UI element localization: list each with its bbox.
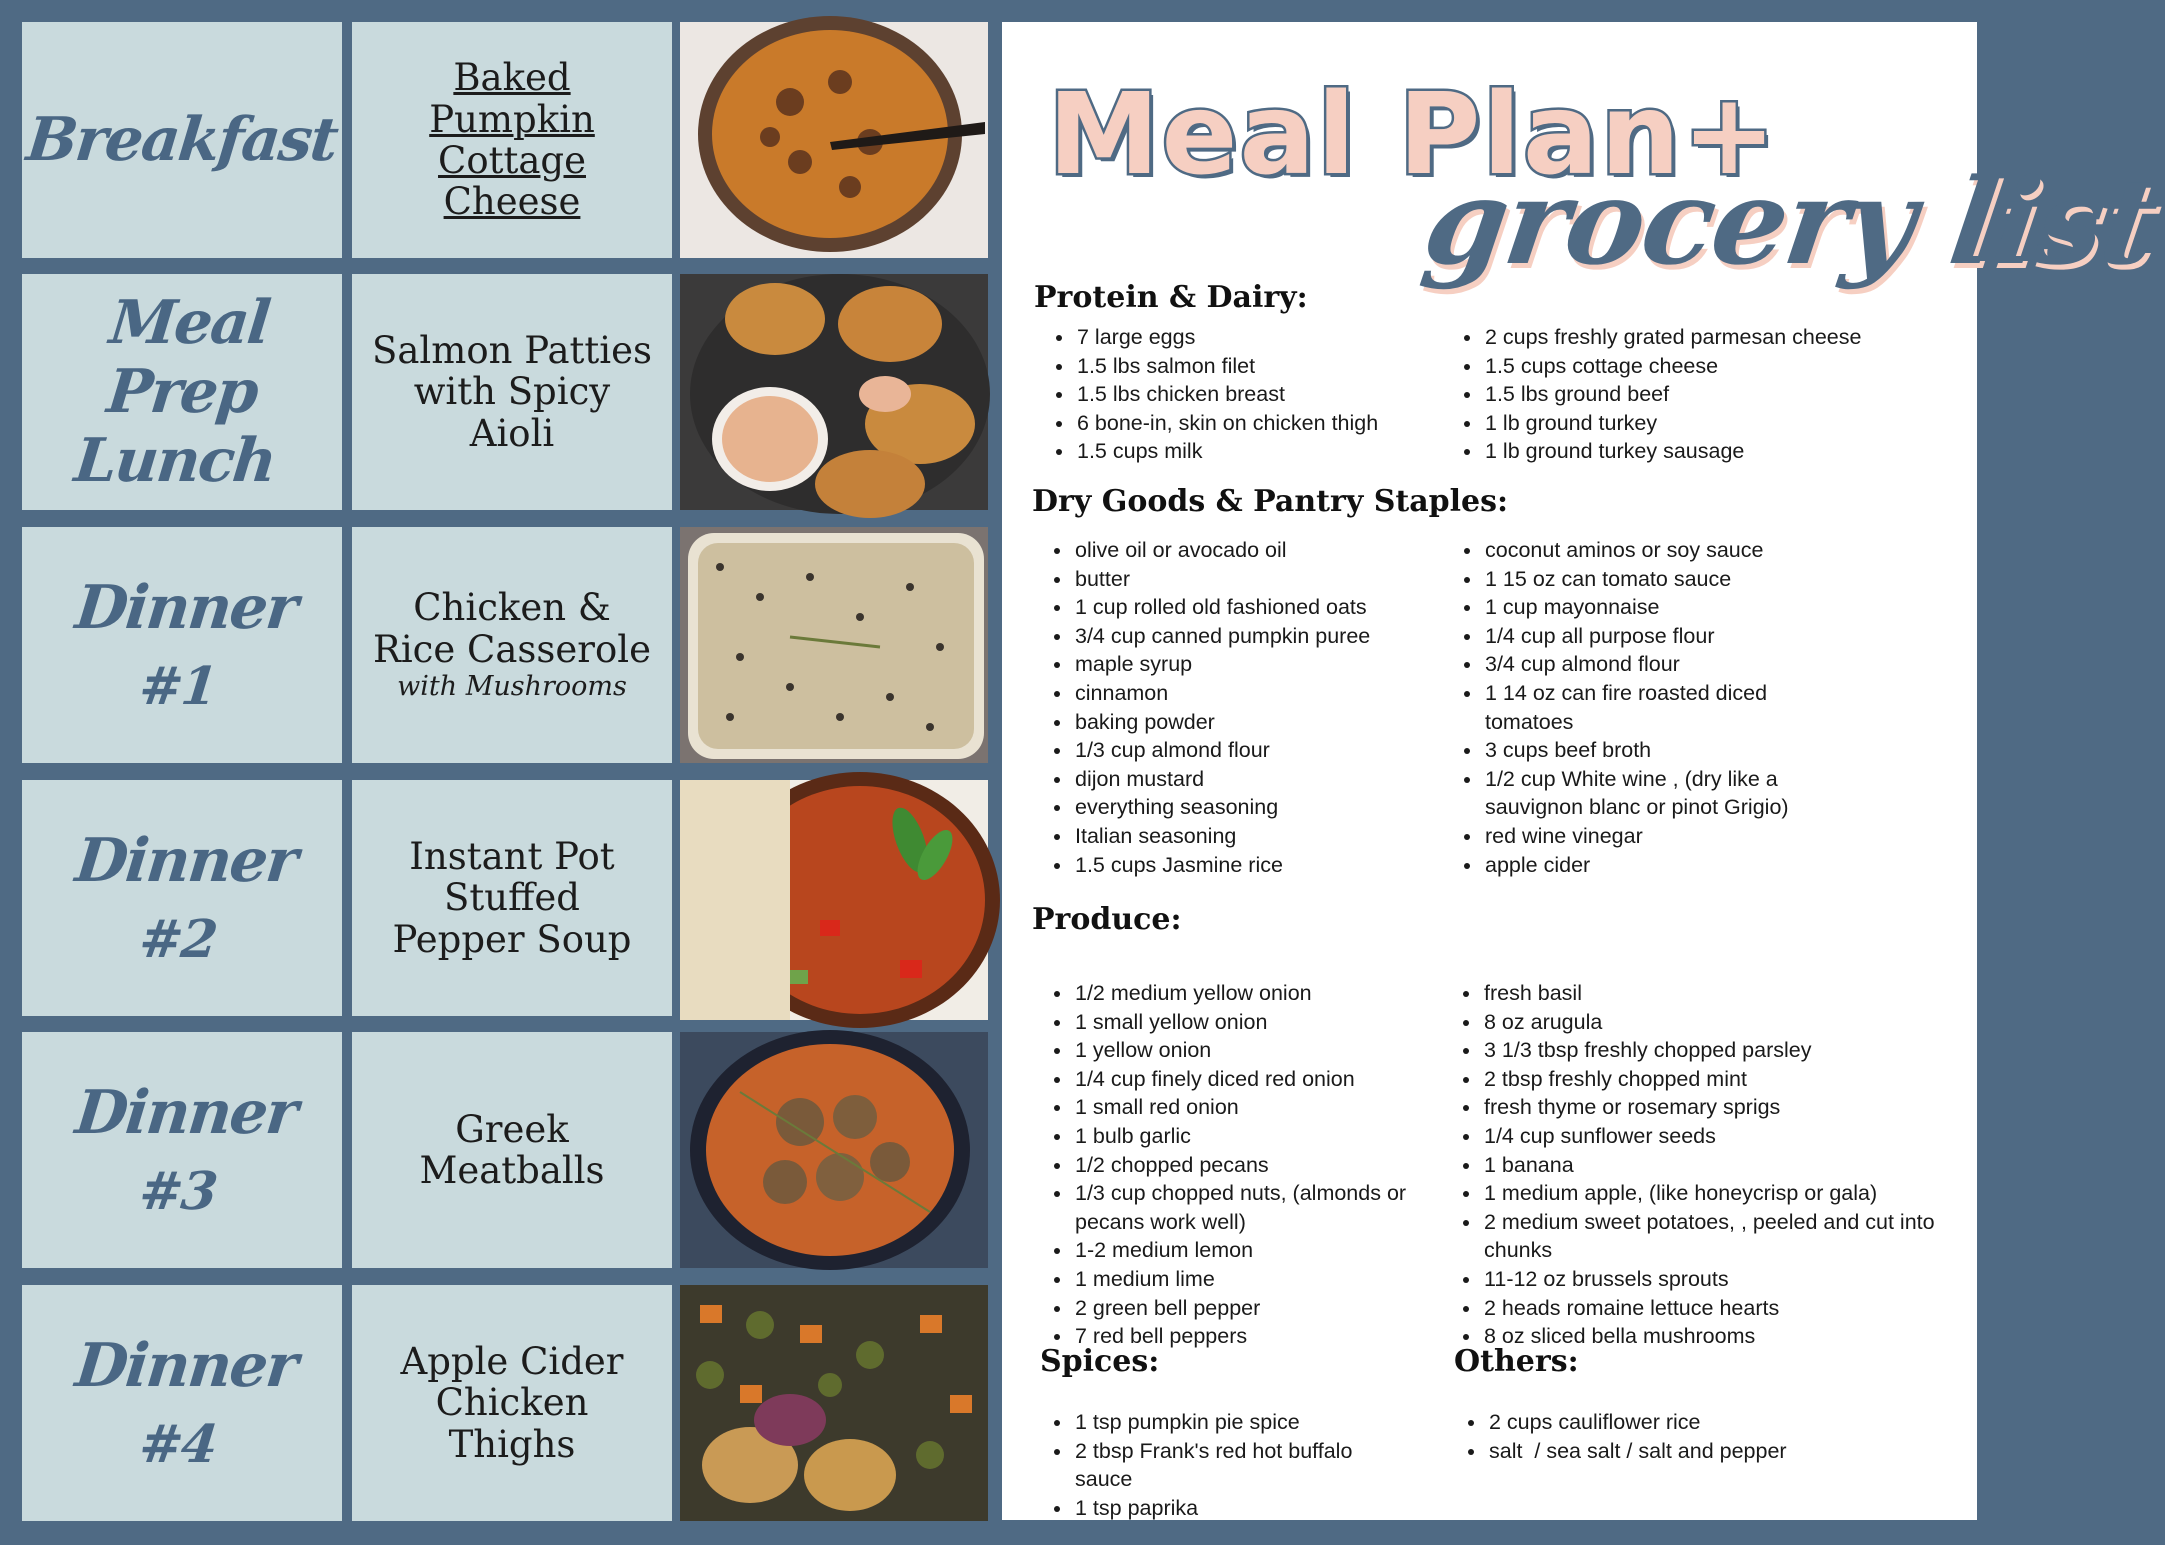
list-item: • 3/4 cup almond flour	[1483, 650, 1858, 679]
list-item: • baking powder	[1073, 708, 1453, 737]
recipe-line: Baked	[453, 56, 571, 100]
grocery-list-panel	[1002, 22, 2165, 1520]
recipe-cell-lunch	[352, 274, 672, 510]
list-item: • 2 green bell pepper	[1073, 1294, 1458, 1323]
produce-list-col2	[1444, 979, 1952, 1351]
list-item: • 1 tsp paprika	[1073, 1494, 1403, 1523]
list-item: • fresh basil	[1482, 979, 1952, 1008]
meatballs-photo	[680, 1032, 988, 1268]
meal-number: #1	[136, 655, 219, 717]
spices-list	[1035, 1408, 1403, 1522]
meal-label-text	[65, 1079, 300, 1222]
list-item: • 1 lb ground turkey	[1483, 409, 1983, 438]
meal-label-line: Meal Prep	[103, 287, 273, 427]
recipe-title	[372, 330, 652, 454]
list-item: • 1/3 cup almond flour	[1073, 736, 1453, 765]
recipe-line: Pepper Soup	[392, 917, 632, 961]
recipe-cell-dinner-2	[352, 780, 672, 1016]
list-item: • 1 medium lime	[1073, 1265, 1458, 1294]
section-heading-protein: Protein & Dairy:	[1034, 280, 1308, 315]
list-item: • 1 cup mayonnaise	[1483, 593, 1858, 622]
pumpkin-bake-photo	[680, 22, 988, 258]
meal-label-dinner-1	[22, 527, 342, 763]
list-item: • 1/4 cup all purpose flour	[1483, 622, 1858, 651]
list-item: • 1.5 cups Jasmine rice	[1073, 851, 1453, 880]
protein-list-col2	[1445, 323, 1983, 466]
page-title: Meal Plan+	[1048, 70, 1779, 200]
pepper-soup-photo	[680, 780, 988, 1020]
recipe-line: with Spicy	[413, 370, 611, 414]
meal-label-line: Dinner	[72, 825, 300, 896]
list-item: • everything seasoning	[1073, 793, 1453, 822]
list-item: • red wine vinegar	[1483, 822, 1858, 851]
recipe-subtitle: with Mushrooms	[397, 671, 627, 703]
list-item: • 1 tsp pumpkin pie spice	[1073, 1408, 1403, 1437]
meal-label-dinner-3	[22, 1032, 342, 1268]
list-item: • 8 oz sliced bella mushrooms	[1482, 1322, 1952, 1351]
list-item: • 2 cups cauliflower rice	[1487, 1408, 1907, 1437]
list-item: • 1.5 cups milk	[1075, 437, 1455, 466]
salmon-patties-photo	[680, 274, 988, 510]
list-item: • 2 cups freshly grated parmesan cheese	[1483, 323, 1983, 352]
casserole-photo	[680, 527, 988, 763]
recipe-cell-dinner-4	[352, 1285, 672, 1521]
recipe-cell-dinner-1	[352, 527, 672, 763]
list-item: • 1-2 medium lemon	[1073, 1236, 1458, 1265]
recipe-link[interactable]	[429, 57, 595, 223]
list-item: • 3 1/3 tbsp freshly chopped parsley	[1482, 1036, 1952, 1065]
recipe-line: Instant Pot	[409, 834, 615, 878]
dry-list-col2	[1445, 536, 1858, 879]
protein-list-col1	[1037, 323, 1455, 466]
chicken-thighs-photo	[680, 1285, 988, 1521]
list-item: • 1.5 cups cottage cheese	[1483, 352, 1983, 381]
meal-label-text	[65, 574, 300, 717]
list-item: • 2 tbsp freshly chopped mint	[1482, 1065, 1952, 1094]
recipe-line: Rice Casserole	[372, 627, 651, 671]
list-item: • 1 cup rolled old fashioned oats	[1073, 593, 1453, 622]
meal-label-line: Dinner	[72, 1077, 300, 1148]
list-item: • 2 heads romaine lettuce hearts	[1482, 1294, 1952, 1323]
list-item: • Italian seasoning	[1073, 822, 1453, 851]
list-item: • 1.5 lbs salmon filet	[1075, 352, 1455, 381]
meal-number: #3	[136, 1160, 219, 1222]
meal-label-dinner-4	[22, 1285, 342, 1521]
list-item: • 2 tbsp Frank's red hot buffalo sauce	[1073, 1437, 1403, 1494]
list-item: • 2 medium sweet potatoes, , peeled and cut into chunks	[1482, 1208, 1952, 1265]
list-item: • 1/2 medium yellow onion	[1073, 979, 1458, 1008]
recipe-line: Chicken &	[413, 586, 611, 630]
recipe-line: Greek	[455, 1107, 569, 1151]
list-item: • 3/4 cup canned pumpkin puree	[1073, 622, 1453, 651]
list-item: • 3 cups beef broth	[1483, 736, 1858, 765]
meal-label-text	[65, 827, 300, 970]
meal-label-text	[11, 289, 353, 496]
meal-label-lunch	[22, 274, 342, 510]
section-heading-dry-goods: Dry Goods & Pantry Staples:	[1032, 484, 1509, 519]
section-heading-produce: Produce:	[1032, 902, 1182, 937]
recipe-line: Cottage	[438, 139, 586, 182]
recipe-title	[373, 587, 651, 702]
recipe-line: Aioli	[469, 411, 555, 455]
list-item: • 1 lb ground turkey sausage	[1483, 437, 1983, 466]
list-item: • cinnamon	[1073, 679, 1453, 708]
section-heading-others: Others:	[1454, 1344, 1579, 1379]
list-item: • maple syrup	[1073, 650, 1453, 679]
meal-label-text: Breakfast	[23, 104, 341, 175]
meal-number: #2	[136, 908, 219, 970]
list-item: • 1/2 cup White wine , (dry like a sauvignon blanc or pinot Grigio)	[1483, 765, 1858, 822]
list-item: • 1 banana	[1482, 1151, 1952, 1180]
page-subtitle: grocery list	[1416, 152, 2165, 291]
meal-label-text	[65, 1332, 300, 1475]
list-item: • 1 bulb garlic	[1073, 1122, 1458, 1151]
recipe-line: Thighs	[448, 1422, 576, 1466]
meal-label-breakfast	[22, 22, 342, 258]
list-item: • salt / sea salt / salt and pepper	[1487, 1437, 1907, 1466]
list-item: • 7 large eggs	[1075, 323, 1455, 352]
list-item: • 1 medium apple, (like honeycrisp or gala)	[1482, 1179, 1952, 1208]
meal-number: #4	[136, 1413, 219, 1475]
list-item: • butter	[1073, 565, 1453, 594]
list-item: • apple cider	[1483, 851, 1858, 880]
list-item: • 11-12 oz brussels sprouts	[1482, 1265, 1952, 1294]
list-item: • 1/2 chopped pecans	[1073, 1151, 1458, 1180]
list-item: • 6 bone-in, skin on chicken thigh	[1075, 409, 1455, 438]
list-item: • coconut aminos or soy sauce	[1483, 536, 1858, 565]
recipe-line: Meatballs	[419, 1149, 605, 1192]
meal-label-line: Lunch	[71, 425, 279, 496]
list-item: • 1.5 lbs chicken breast	[1075, 380, 1455, 409]
list-item: • olive oil or avocado oil	[1073, 536, 1453, 565]
recipe-line: Salmon Patties	[372, 328, 652, 372]
list-item: • 1 small red onion	[1073, 1093, 1458, 1122]
recipe-line: Chicken	[435, 1381, 589, 1425]
list-item: • 1 15 oz can tomato sauce	[1483, 565, 1858, 594]
list-item: • 8 oz arugula	[1482, 1008, 1952, 1037]
others-list	[1449, 1408, 1907, 1465]
list-item: • 1/4 cup finely diced red onion	[1073, 1065, 1458, 1094]
list-item: • 1 14 oz can fire roasted diced tomatoes	[1483, 679, 1858, 736]
recipe-title	[393, 836, 632, 960]
list-item: • 7 red bell peppers	[1073, 1322, 1458, 1351]
recipe-title	[401, 1341, 624, 1465]
section-heading-spices: Spices:	[1040, 1344, 1160, 1379]
list-item: • 1 yellow onion	[1073, 1036, 1458, 1065]
list-item: • dijon mustard	[1073, 765, 1453, 794]
meal-label-line: Dinner	[72, 572, 300, 643]
recipe-cell-breakfast[interactable]	[352, 22, 672, 258]
recipe-line: Pumpkin	[429, 97, 595, 141]
dry-list-col1	[1035, 536, 1453, 879]
list-item: • 1.5 lbs ground beef	[1483, 380, 1983, 409]
list-item: • 1/4 cup sunflower seeds	[1482, 1122, 1952, 1151]
meal-label-line: Dinner	[72, 1330, 300, 1401]
list-item: • 1 small yellow onion	[1073, 1008, 1458, 1037]
recipe-title	[419, 1109, 604, 1192]
list-item: • 1/3 cup chopped nuts, (almonds or pecans work well)	[1073, 1179, 1458, 1236]
produce-list-col1	[1035, 979, 1458, 1351]
recipe-cell-dinner-3	[352, 1032, 672, 1268]
recipe-line: Stuffed	[444, 876, 580, 920]
meal-label-dinner-2	[22, 780, 342, 1016]
recipe-line: Apple Cider	[400, 1339, 624, 1383]
list-item: • fresh thyme or rosemary sprigs	[1482, 1093, 1952, 1122]
recipe-line: Cheese	[443, 180, 581, 224]
